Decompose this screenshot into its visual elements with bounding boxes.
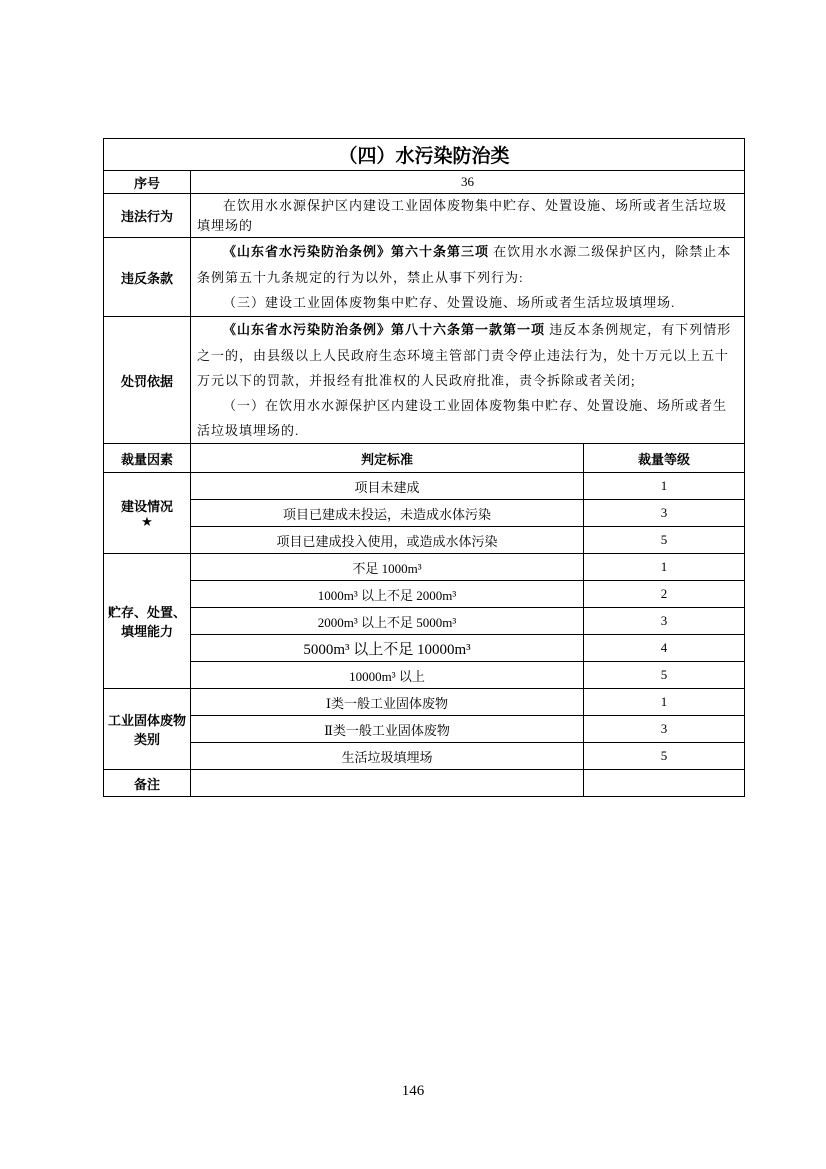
penalty-basis-law: 《山东省水污染防治条例》第八十六条第一款第一项 (223, 323, 546, 338)
discretion-table (103, 138, 745, 797)
level-cell: 2 (584, 581, 745, 608)
header-criteria: 判定标准 (191, 444, 584, 473)
level-cell: 1 (584, 689, 745, 716)
factor-capacity: 贮存、处置、填埋能力 (104, 554, 191, 689)
criteria-cell: 生活垃圾填埋场 (191, 743, 584, 770)
penalty-basis-text (197, 317, 738, 393)
serial-value: 36 (191, 171, 745, 194)
remarks-criteria (191, 770, 584, 797)
criteria-cell: 不足 1000m³ (191, 554, 584, 581)
level-cell: 3 (584, 500, 745, 527)
factor-waste-type: 工业固体废物类别 (104, 689, 191, 770)
criteria-cell: Ⅱ类一般工业固体废物 (191, 716, 584, 743)
factor-construction (104, 473, 191, 554)
violated-clause-item: （三）建设工业固体废物集中贮存、处置设施、场所或者生活垃圾填埋场. (223, 295, 676, 310)
level-cell: 1 (584, 554, 745, 581)
violated-clause-law: 《山东省水污染防治条例》第六十条第三项 (223, 245, 490, 260)
level-cell: 4 (584, 635, 745, 662)
level-cell: 5 (584, 662, 745, 689)
criteria-cell: 2000m³ 以上不足 5000m³ (191, 608, 584, 635)
penalty-basis-item: （一）在饮用水水源保护区内建设工业固体废物集中贮存、处置设施、场所或者生活垃圾填埋场的. (197, 398, 728, 438)
level-cell: 3 (584, 716, 745, 743)
violated-clause-body: 在饮用水水源二级保护区内，除禁止本条例第五十九条规定的行为以外，禁止从事下列行为: (197, 244, 732, 285)
header-factor: 裁量因素 (104, 444, 191, 473)
criteria-cell: 项目已建成投入使用，或造成水体污染 (191, 527, 584, 554)
criteria-cell: 1000m³ 以上不足 2000m³ (191, 581, 584, 608)
penalty-basis-label: 处罚依据 (104, 317, 191, 444)
violated-clause-label: 违反条款 (104, 238, 191, 317)
level-cell: 5 (584, 743, 745, 770)
star-icon: ★ (141, 515, 153, 530)
violation-text: 在饮用水水源保护区内建设工业固体废物集中贮存、处置设施、场所或者生活垃圾填埋场的 (197, 197, 728, 233)
table-title: （四）水污染防治类 (104, 139, 745, 171)
level-cell: 3 (584, 608, 745, 635)
level-cell: 5 (584, 527, 745, 554)
criteria-cell: 项目未建成 (191, 473, 584, 500)
level-cell: 1 (584, 473, 745, 500)
header-level: 裁量等级 (584, 444, 745, 473)
penalty-basis-body: 违反本条例规定，有下列情形之一的，由县级以上人民政府生态环境主管部门责令停止违法行为，处十万元以上五十万元以下的罚款，并报经有批准权的人民政府批准，责令拆除或者关闭; (197, 322, 732, 388)
serial-label: 序号 (104, 171, 191, 194)
factor-label: 建设情况 (120, 500, 173, 515)
criteria-cell: Ⅰ类一般工业固体废物 (191, 689, 584, 716)
criteria-cell: 10000m³ 以上 (191, 662, 584, 689)
violated-clause-text (197, 239, 738, 290)
page-number: 146 (401, 1083, 425, 1099)
remarks-label: 备注 (104, 770, 191, 797)
violation-label: 违法行为 (104, 194, 191, 238)
criteria-cell: 项目已建成未投运，未造成水体污染 (191, 500, 584, 527)
remarks-level (584, 770, 745, 797)
criteria-cell: 5000m³ 以上不足 10000m³ (191, 635, 584, 662)
